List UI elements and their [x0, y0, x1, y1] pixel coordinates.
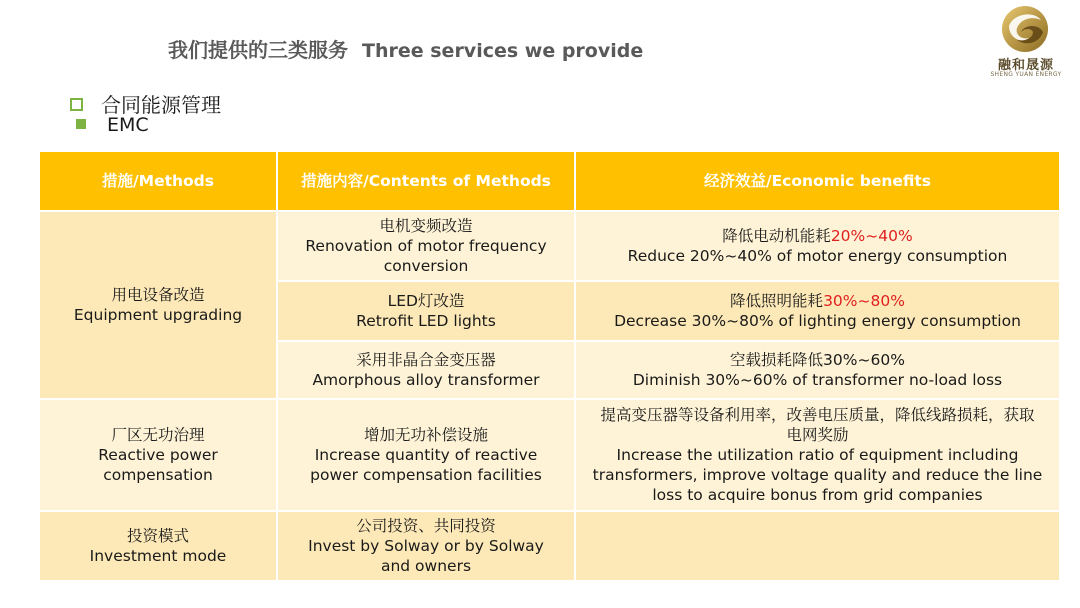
method-cell: 投资模式 Investment mode [39, 511, 277, 581]
page-title [168, 34, 643, 63]
benefit-cell: 降低电动机能耗20%~40% Reduce 20%~40% of motor energy consumption [575, 211, 1060, 281]
logo-en-text: SHENG YUAN ENERGY [990, 71, 1062, 78]
table-header-row [39, 151, 1060, 211]
highlight-value: 20%~40% [830, 227, 913, 245]
logo-cn-text: 融和晟源 [997, 58, 1054, 73]
content-cell: 公司投资、共同投资 Invest by Solway or by Solway and owners [277, 511, 575, 581]
hollow-square-bullet-icon [70, 98, 83, 111]
benefit-cell: 降低照明能耗30%~80% Decrease 30%~80% of lighting energy consumption [575, 281, 1060, 341]
page-title-en: Three services we provide [362, 40, 644, 62]
bullet-item-cn: 合同能源管理 [70, 89, 221, 118]
benefit-cell-empty [575, 511, 1060, 581]
header-contents: 措施内容/Contents of Methods [277, 151, 575, 211]
benefit-cell: 提高变压器等设备利用率，改善电压质量，降低线路损耗，获取 电网奖励 Increase the utilization ratio of equipment including transformers, improve voltage quality and reduce the line loss to acquire bonus from grid companies [575, 399, 1060, 511]
highlight-value: 30%~80% [823, 292, 905, 310]
table-row [39, 399, 1060, 511]
filled-square-bullet-icon [76, 119, 86, 129]
content-cell: 采用非晶合金变压器 Amorphous alloy transformer [277, 341, 575, 399]
page-title-cn: 我们提供的三类服务 [168, 38, 348, 62]
table-row [39, 211, 1060, 281]
table-row [39, 511, 1060, 581]
content-cell: 电机变频改造 Renovation of motor frequency conversion [277, 211, 575, 281]
bullet-item-en: EMC [76, 114, 149, 136]
logo-emblem-icon [999, 4, 1051, 54]
header-benefits: 经济效益/Economic benefits [575, 151, 1060, 211]
company-logo [985, 4, 1067, 78]
method-cell: 厂区无功治理 Reactive power compensation [39, 399, 277, 511]
benefit-cell: 空载损耗降低30%~60% Diminish 30%~60% of transformer no-load loss [575, 341, 1060, 399]
method-cell: 用电设备改造 Equipment upgrading [39, 211, 277, 399]
content-cell: 增加无功补偿设施 Increase quantity of reactive power compensation facilities [277, 399, 575, 511]
header-methods: 措施/Methods [39, 151, 277, 211]
services-table [38, 150, 1061, 582]
content-cell: LED灯改造 Retrofit LED lights [277, 281, 575, 341]
